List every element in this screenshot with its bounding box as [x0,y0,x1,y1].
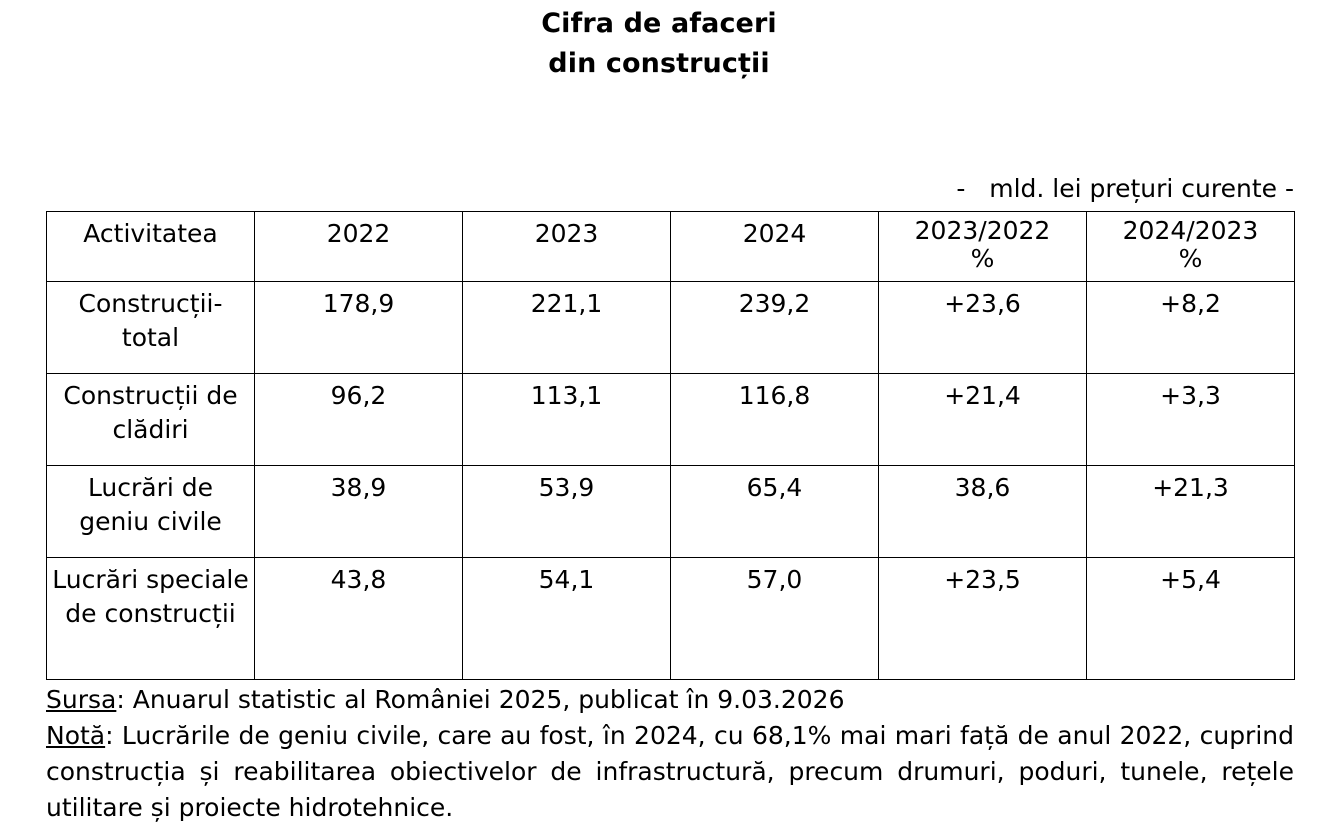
table-row [47,374,1295,466]
cell-2022: 178,9 [255,282,463,374]
cell-ratio-2024-2023: +5,4 [1087,558,1295,680]
turnover-table [46,211,1295,680]
cell-activity: Lucrări speciale de construcții [47,558,255,680]
cell-ratio-2023-2022: +21,4 [879,374,1087,466]
cell-ratio-2023-2022: 38,6 [879,466,1087,558]
header-2023: 2023 [463,212,671,282]
source-text: : Anuarul statistic al României 2025, publicat în 9.03.2026 [116,685,845,714]
page-title [0,0,1318,84]
cell-2024: 57,0 [671,558,879,680]
header-ratio-2024-2023 [1087,212,1295,282]
header-activity: Activitatea [47,212,255,282]
header-2024: 2024 [671,212,879,282]
cell-2022: 96,2 [255,374,463,466]
header-ratio-2024-2023-label: 2024/2023 [1122,216,1259,245]
cell-2022: 38,9 [255,466,463,558]
header-ratio-2024-2023-unit: % [1178,244,1203,273]
cell-ratio-2024-2023: +21,3 [1087,466,1295,558]
unit-label: - mld. lei prețuri curente - [956,174,1294,203]
cell-2024: 116,8 [671,374,879,466]
cell-ratio-2024-2023: +3,3 [1087,374,1295,466]
cell-2023: 54,1 [463,558,671,680]
source-note [46,682,1294,718]
footnote-text: : Lucrările de geniu civile, care au fost, în 2024, cu 68,1% mai mari față de anul 2022, cuprind construcția și reabilitarea obiectivelor de infrastructură, precum drumuri, poduri, tunele, rețele utilitare și proiecte hidrotehnice. [46,721,1294,822]
table-row [47,558,1295,680]
table-row [47,282,1295,374]
title-line-1: Cifra de afaceri [541,8,777,39]
cell-2023: 113,1 [463,374,671,466]
header-ratio-2023-2022-unit: % [970,244,995,273]
header-ratio-2023-2022-label: 2023/2022 [914,216,1051,245]
cell-ratio-2024-2023: +8,2 [1087,282,1295,374]
notes-section [0,680,1318,826]
header-ratio-2023-2022 [879,212,1087,282]
cell-activity: Construcții-total [47,282,255,374]
cell-2022: 43,8 [255,558,463,680]
cell-2024: 65,4 [671,466,879,558]
footnote-label: Notă [46,721,106,750]
table-row [47,466,1295,558]
cell-2023: 53,9 [463,466,671,558]
cell-activity: Construcții de clădiri [47,374,255,466]
footnote [46,718,1294,826]
header-2022: 2022 [255,212,463,282]
cell-ratio-2023-2022: +23,6 [879,282,1087,374]
cell-2024: 239,2 [671,282,879,374]
source-label: Sursa [46,685,117,714]
cell-activity: Lucrări de geniu civile [47,466,255,558]
cell-ratio-2023-2022: +23,5 [879,558,1087,680]
table-header-row [47,212,1295,282]
cell-2023: 221,1 [463,282,671,374]
title-line-2: din construcții [548,48,770,79]
